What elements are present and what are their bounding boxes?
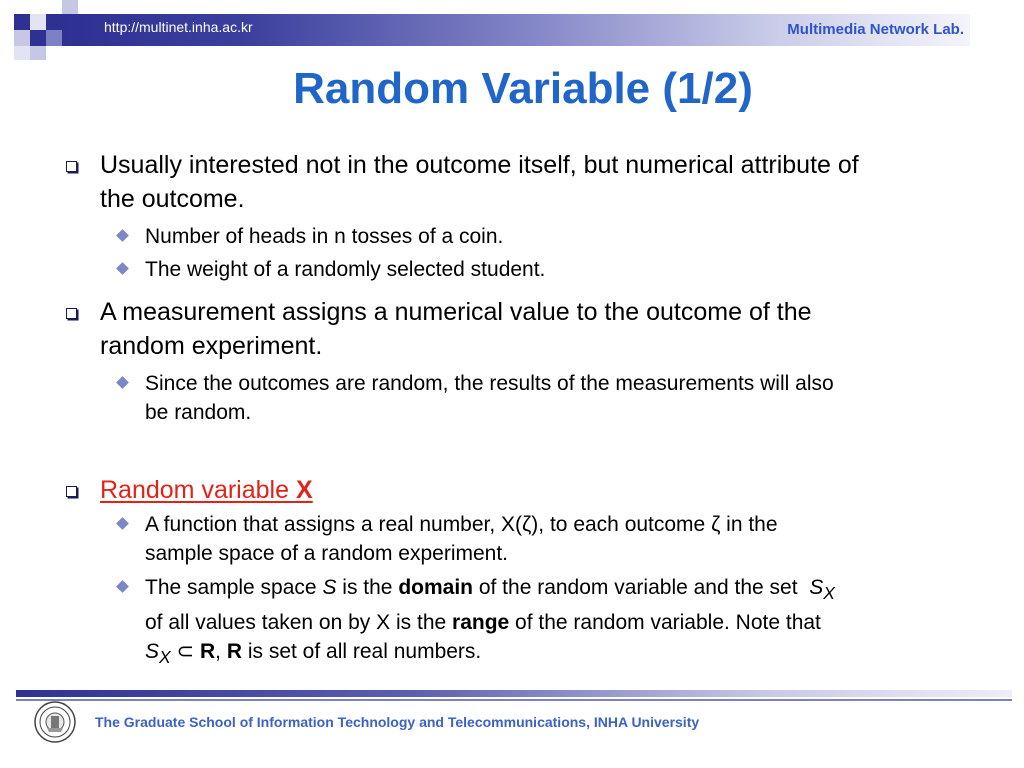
footer-text: The Graduate School of Information Technology and Telecommunications, INHA University [95,714,700,730]
square-bullet-icon [66,161,77,172]
math-symbol: S [322,576,337,599]
square-bullet-icon [66,486,77,497]
university-seal-icon [33,700,77,744]
bullet-line: A measurement assigns a numerical value to the outcome of the [100,298,812,326]
bold-term: R [226,640,242,664]
diamond-bullet-icon [116,376,129,389]
text-run: The sample space [145,576,323,599]
sub-bullet-text [145,369,834,427]
subset-symbol: ⊂ [170,640,200,664]
text-run: of the random variable. Note that [509,611,821,635]
slide-title: Random Variable (1/2) [293,64,753,113]
bullet-line: random experiment. [100,332,323,360]
math-symbol: S [809,576,824,599]
text-run: of all values taken on by X is the [145,611,453,635]
diamond-bullet-icon [116,517,129,530]
sub-bullet-line: be random. [145,401,252,424]
footer-bar [16,690,1012,697]
square-bullet-icon [66,308,77,319]
header-lab-name: Multimedia Network Lab. [787,21,964,38]
bullet-line: Usually interested not in the outcome itself, but numerical attribute of [100,151,859,179]
diamond-bullet-icon [116,229,129,242]
bold-term: R [199,640,216,664]
sub-bullet-text: Number of heads in n tosses of a coin. [145,225,504,248]
diamond-bullet-icon [116,262,129,275]
label-bold: X [295,476,313,504]
bold-term: domain [398,576,473,599]
diamond-bullet-icon [116,580,129,593]
bullet-text [100,295,812,363]
text-run: , [215,640,227,664]
text-run: of the random variable and the set [473,576,804,599]
math-symbol: S [145,640,160,664]
sub-bullet-line: sample space of a random experiment. [145,542,509,565]
math-subscript: X [159,647,171,668]
bullet-text [100,148,859,216]
bold-term: range [452,611,510,635]
footer-rule [16,699,1012,701]
sub-bullet-line: Since the outcomes are random, the results of the measurements will also [145,372,834,395]
sub-bullet-text [145,510,778,568]
random-variable-label [100,473,313,507]
text-run: is the [336,576,399,599]
text-run: is set of all real numbers. [241,640,482,664]
label-text: Random variable [100,476,296,504]
bullet-line: the outcome. [100,185,245,213]
sub-bullet-text [145,573,1005,672]
header-url: http://multinet.inha.ac.kr [104,19,253,35]
sub-bullet-text: The weight of a randomly selected student. [145,258,546,281]
math-subscript: X [823,583,835,604]
sub-bullet-line: A function that assigns a real number, X(ζ), to each outcome ζ in the [145,513,778,536]
